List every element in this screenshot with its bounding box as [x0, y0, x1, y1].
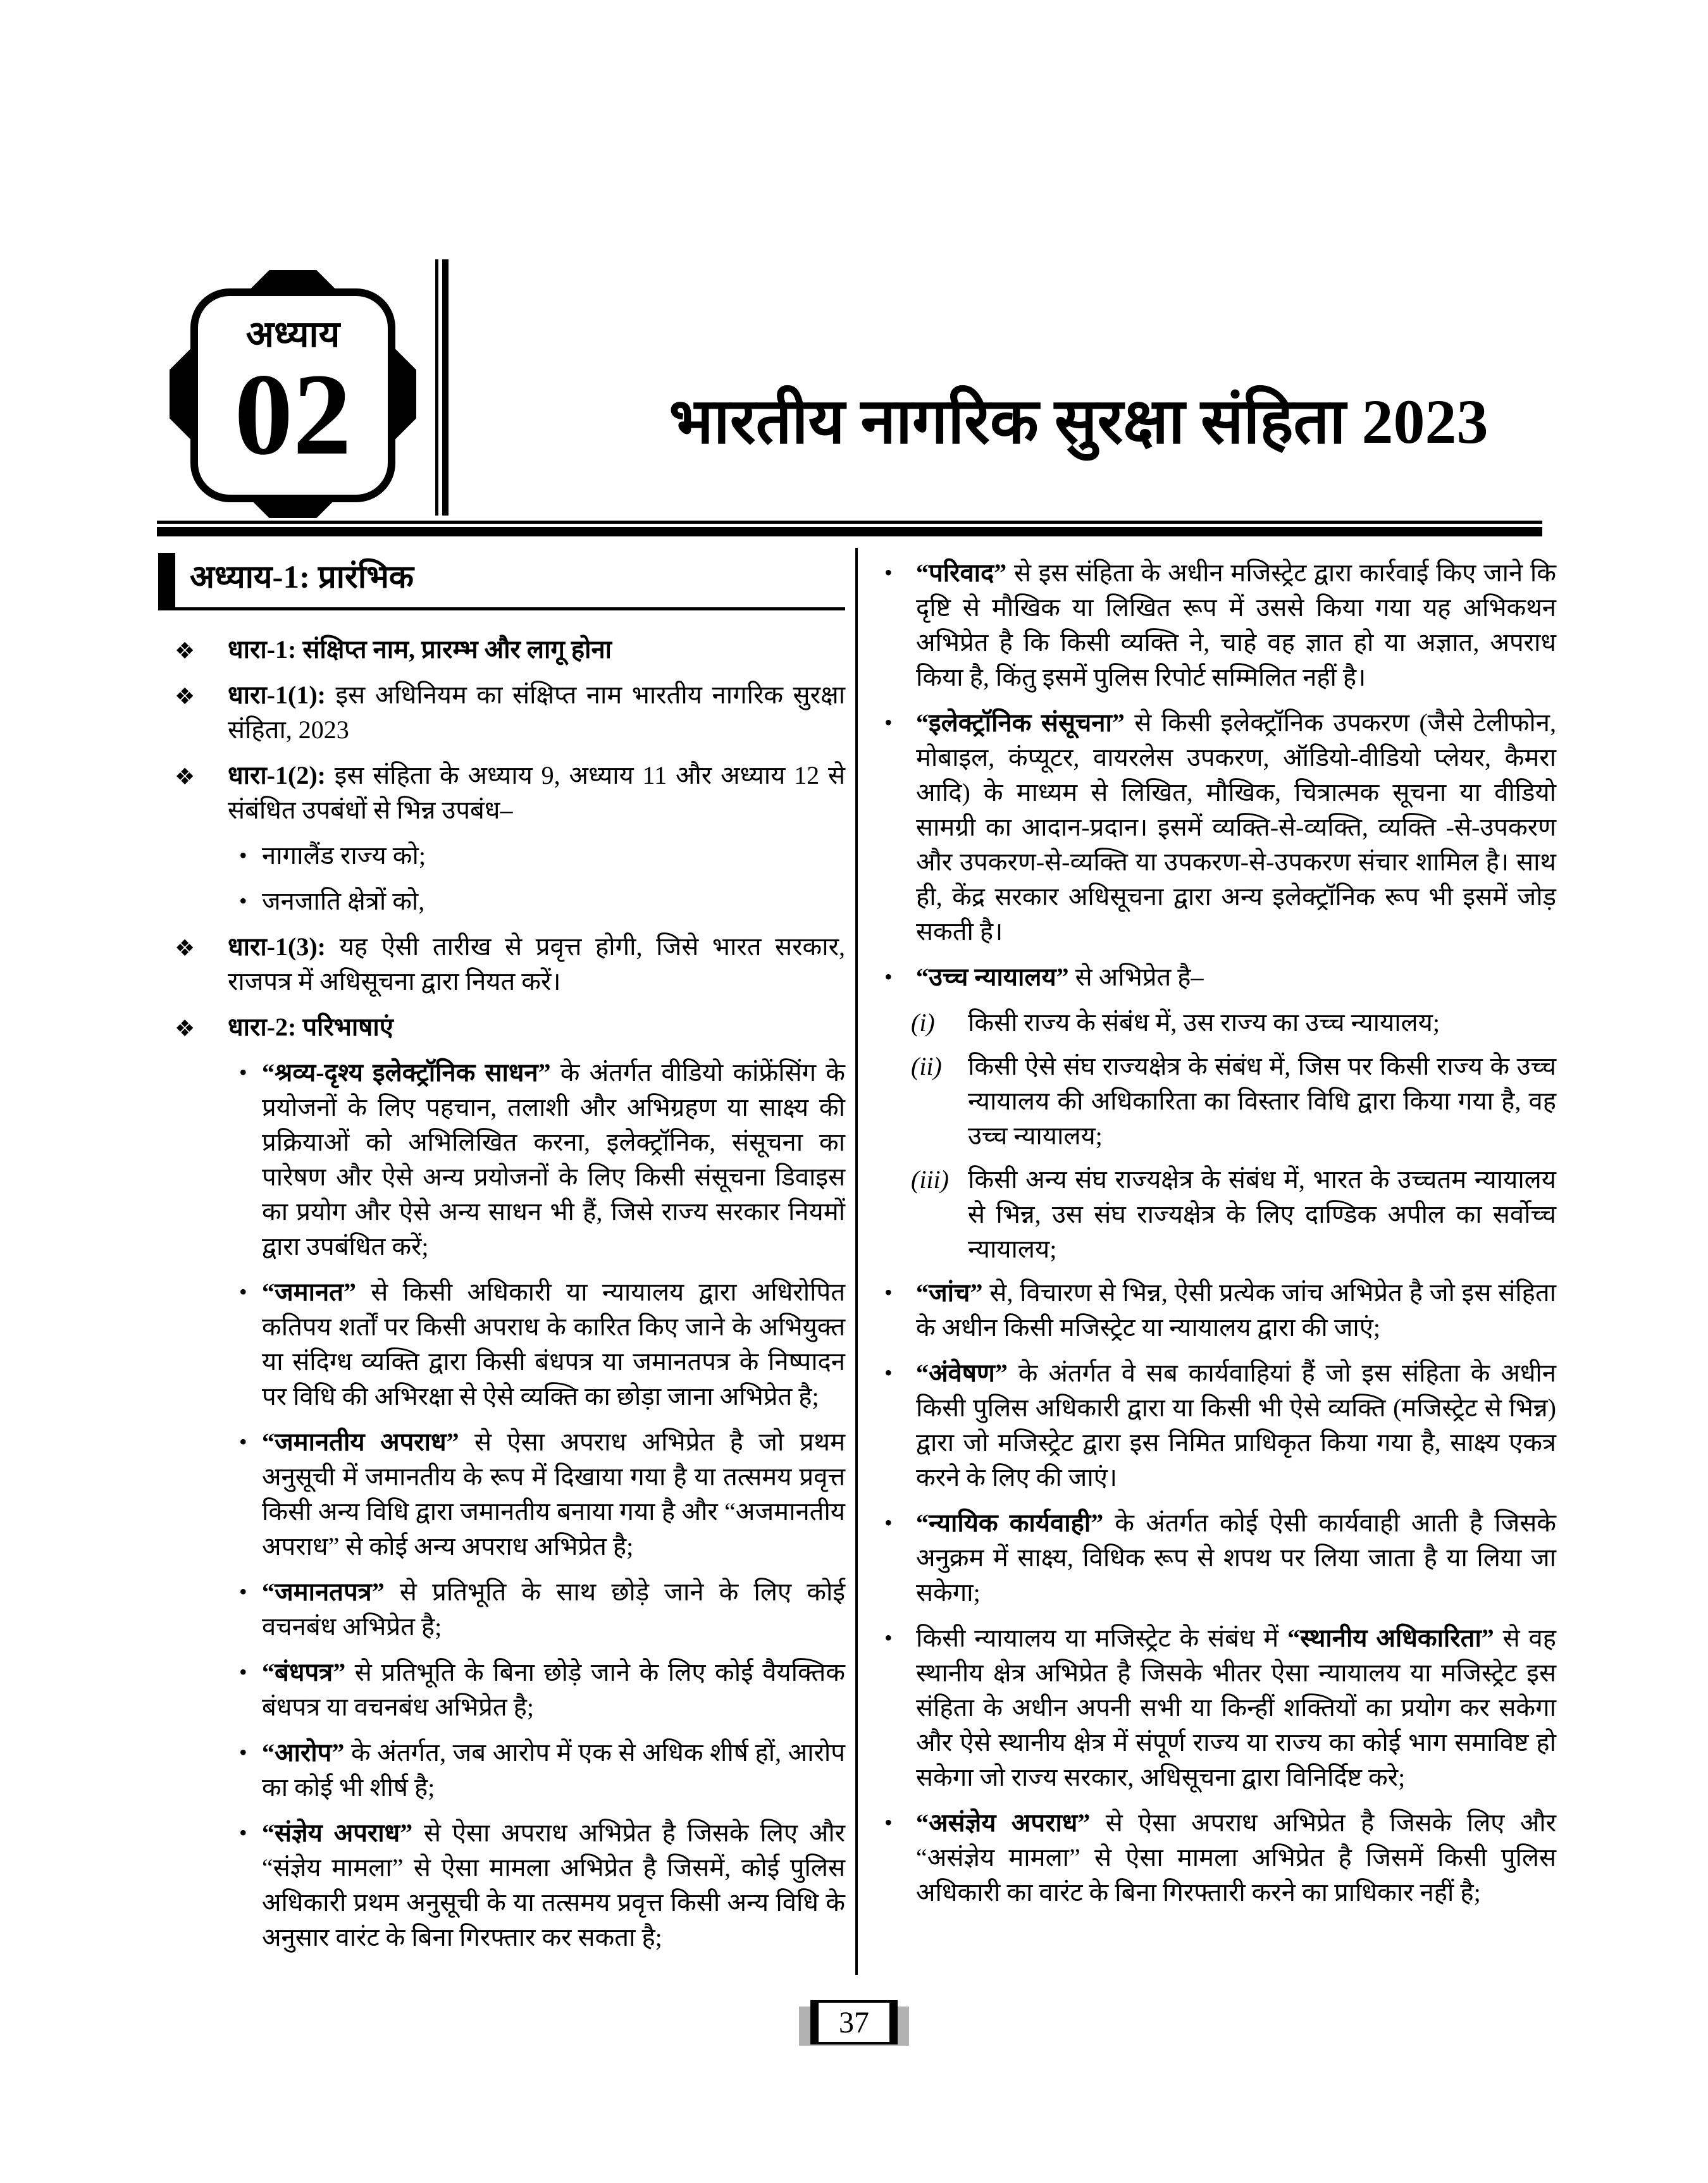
list-item-text: “परिवाद” से इस संहिता के अधीन मजिस्ट्रेट द्वारा कार्रवाई किए जाने कि दृष्टि से मौखिक या लिखित रूप में उससे किया गया यह अभिकथन अभिप्रेत है कि किसी व्यक्ति ने, चाहे वह ज्ञात हो या अज्ञात, अपराध किया है, किंतु इसमें पुलिस रिपोर्ट सम्मिलित नहीं है।	[916, 559, 1556, 691]
list-item-text: धारा-2: परिभाषाएं	[228, 1013, 393, 1041]
chapter-badge-card	[190, 288, 395, 502]
roman-numeral-label: (i)	[911, 1008, 935, 1037]
list-item-text: “उच्च न्यायालय” से अभिप्रेत है–	[916, 963, 1204, 991]
list-item	[158, 677, 845, 747]
dot-bullet-icon: •	[884, 964, 893, 989]
list-item-text: किसी अन्य संघ राज्यक्षेत्र के संबंध में, भारत के उच्चतम न्यायालय से भिन्न, उस संघ राज्यक्षेत्र के लिए दाण्डिक अपील का सर्वोच्च न्यायालय;	[968, 1165, 1556, 1263]
page-number-box	[810, 2000, 898, 2044]
dot-bullet-icon: •	[239, 1659, 247, 1685]
list-item-text: “जमानतपत्र” से प्रतिभूति के साथ छोड़े जाने के लिए कोई वचनबंध अभिप्रेत है;	[262, 1578, 845, 1641]
list-item	[158, 1055, 845, 1264]
list-item	[884, 1356, 1556, 1495]
left-column	[158, 554, 845, 1955]
list-item	[158, 632, 845, 667]
list-item	[884, 960, 1556, 994]
chapter-label: अध्याय	[245, 314, 340, 355]
dot-bullet-icon: •	[239, 1279, 247, 1304]
section-heading-text: अध्याय-1: प्रारंभिक	[190, 560, 414, 595]
badge-divider-line-thin	[435, 259, 438, 516]
diamond-bullet-icon: ❖	[175, 764, 195, 790]
list-item-text: किसी ऐसे संघ राज्यक्षेत्र के संबंध में, जिस पर किसी राज्य के उच्च न्यायालय की अधिकारिता का विस्तार विधि द्वारा किया गया है, वह उच्च न्यायालय;	[968, 1052, 1556, 1150]
list-item	[884, 1162, 1556, 1266]
header-rule-thick	[157, 527, 1542, 536]
list-item	[158, 1815, 845, 1955]
list-item	[884, 1506, 1556, 1610]
chapter-badge	[170, 270, 416, 518]
dot-bullet-icon: •	[239, 1740, 247, 1765]
dot-bullet-icon: •	[239, 1820, 247, 1845]
list-item-text: “श्रव्य-दृश्य इलेक्ट्रॉनिक साधन” के अंतर्गत वीडियो कांफ्रेंसिंग के प्रयोजनों के लिए पहचान, तलाशी और अभिग्रहण या साक्ष्य की प्रक्रियाओं को अभिलिखित करना, इलेक्ट्रॉनिक, संसूचना का पारेषण और ऐसे अन्य प्रयोजनों के लिए किसी संसूचना डिवाइस का प्रयोग और ऐसे अन्य साधन भी हैं, जिसे राज्य सरकार नियमों द्वारा उपबंधित करें;	[262, 1058, 845, 1261]
list-item	[884, 1621, 1556, 1795]
list-item-text: “असंज्ञेय अपराध” से ऐसा अपराध अभिप्रेत है जिसके लिए और “असंज्ञेय मामला” से ऐसा मामला अभिप्रेत है जिसमें किसी पुलिस अधिकारी का वारंट के बिना गिरफ्तारी करने का प्राधिकार नहीं है;	[916, 1809, 1556, 1907]
dot-bullet-icon: •	[239, 843, 247, 868]
dot-bullet-icon: •	[884, 1810, 893, 1835]
roman-numeral-label: (ii)	[911, 1052, 942, 1080]
list-item	[158, 1735, 845, 1805]
list-item-text: “जांच” से, विचारण से भिन्न, ऐसी प्रत्येक जांच अभिप्रेत है जो इस संहिता के अधीन किसी मजिस्ट्रेट या न्यायालय द्वारा की जाएं;	[916, 1278, 1556, 1342]
list-item-text: धारा-1: संक्षिप्त नाम, प्रारम्भ और लागू होना	[228, 635, 612, 664]
right-column-items	[884, 555, 1556, 1910]
list-item	[884, 1005, 1556, 1040]
chapter-number: 02	[234, 350, 352, 479]
list-item	[884, 555, 1556, 695]
roman-numeral-label: (iii)	[911, 1165, 949, 1194]
list-item-text: किसी राज्य के संबंध में, उस राज्य का उच्च न्यायालय;	[968, 1008, 1440, 1037]
list-item	[158, 1574, 845, 1644]
list-item-text: “आरोप” के अंतर्गत, जब आरोप में एक से अधिक शीर्ष हों, आरोप का कोई भी शीर्ष है;	[262, 1738, 845, 1802]
dot-bullet-icon: •	[239, 1579, 247, 1604]
list-item-text: “संज्ञेय अपराध” से ऐसा अपराध अभिप्रेत है जिसके लिए और “संज्ञेय मामला” से ऐसा मामला अभिप्रेत है जिसमें, कोई पुलिस अधिकारी प्रथम अनुसूची के या तत्समय प्रवृत्त किसी अन्य विधि के अनुसार वारंट के बिना गिरफ्तार कर सकता है;	[262, 1819, 845, 1951]
list-item	[158, 929, 845, 999]
list-item-text: नागालैंड राज्य को;	[262, 841, 426, 870]
list-item-text: धारा-1(3): यह ऐसी तारीख से प्रवृत्त होगी, जिसे भारत सरकार, राजपत्र में अधिसूचना द्वारा नियत करें।	[228, 932, 845, 996]
list-item	[158, 758, 845, 827]
dot-bullet-icon: •	[884, 560, 893, 585]
badge-divider-line-thick	[442, 259, 449, 516]
dot-bullet-icon: •	[239, 1060, 247, 1085]
dot-bullet-icon: •	[239, 888, 247, 913]
list-item	[158, 1655, 845, 1724]
dot-bullet-icon: •	[884, 1510, 893, 1535]
list-item-text: धारा-1(2): इस संहिता के अध्याय 9, अध्याय 11 और अध्याय 12 से संबंधित उपबंधों से भिन्न उपबंध–	[228, 761, 845, 824]
dot-bullet-icon: •	[884, 710, 893, 735]
section-heading	[158, 554, 845, 610]
page-title: भारतीय नागरिक सुरक्षा संहिता 2023	[669, 387, 1488, 457]
dot-bullet-icon: •	[884, 1280, 893, 1305]
list-item	[884, 1805, 1556, 1910]
list-item-text: “बंधपत्र” से प्रतिभूति के बिना छोड़े जाने के लिए कोई वैयक्तिक बंधपत्र या वचनबंध अभिप्रेत है;	[262, 1658, 845, 1721]
list-item-text: जनजाति क्षेत्रों को,	[262, 887, 425, 915]
dot-bullet-icon: •	[884, 1360, 893, 1385]
page-number: 37	[839, 2005, 869, 2039]
diamond-bullet-icon: ❖	[175, 1016, 195, 1042]
list-item-text: “न्यायिक कार्यवाही” के अंतर्गत कोई ऐसी कार्यवाही आती है जिसके अनुक्रम में साक्ष्य, विधिक रूप से शपथ पर लिया जाता है या लिया जा सकेगा;	[916, 1509, 1556, 1607]
list-item	[158, 838, 845, 873]
list-item	[158, 1275, 845, 1414]
dot-bullet-icon: •	[884, 1625, 893, 1650]
list-item-text: “अंवेषण” के अंतर्गत वे सब कार्यवाहियां हैं जो इस संहिता के अधीन किसी पुलिस अधिकारी द्वारा या किसी भी ऐसे व्यक्ति (मजिस्ट्रेट से भिन्न) द्वारा जो मजिस्ट्रेट द्वारा इस निमित प्राधिकृत किया गया है, साक्ष्य एकत्र करने के लिए की जाएं।	[916, 1359, 1556, 1492]
diamond-bullet-icon: ❖	[175, 638, 195, 664]
list-item	[158, 884, 845, 918]
list-item	[884, 705, 1556, 949]
left-column-items	[158, 632, 845, 1955]
list-item	[158, 1425, 845, 1564]
header-rule-thin	[157, 521, 1542, 524]
heading-accent-bar	[158, 553, 175, 610]
diamond-bullet-icon: ❖	[175, 936, 195, 962]
list-item-text: “जमानतीय अपराध” से ऐसा अपराध अभिप्रेत है जो प्रथम अनुसूची में जमानतीय के रूप में दिखाया गया है या तत्समय प्रवृत्त किसी अन्य विधि द्वारा जमानतीय बनाया गया है और “अजमानतीय अपराध” से कोई अन्य अपराध अभिप्रेत है;	[262, 1428, 846, 1561]
diamond-bullet-icon: ❖	[175, 684, 195, 710]
list-item-text: “जमानत” से किसी अधिकारी या न्यायालय द्वारा अधिरोपित कतिपय शर्तों पर किसी अपराध के कारित किए जाने के अभियुक्त या संदिग्ध व्यक्ति द्वारा किसी बंधपत्र या जमानतपत्र के निष्पादन पर विधि की अभिरक्षा से ऐसे व्यक्ति का छोड़ा जाना अभिप्रेत है;	[262, 1278, 845, 1411]
list-item-text: “इलेक्ट्रॉनिक संसूचना” से किसी इलेक्ट्रॉनिक उपकरण (जैसे टेलीफोन, मोबाइल, कंप्यूटर, वायरलेस उपकरण, ऑडियो-वीडियो प्लेयर, कैमरा आदि) के माध्यम से लिखित, मौखिक, चित्रात्मक सूचना या वीडियो सामग्री का आदान-प्रदान। इसमें व्यक्ति-से-व्यक्ति, व्यक्ति -से-उपकरण और उपकरण-से-व्यक्ति या उपकरण-से-उपकरण संचार शामिल है। साथ ही, केंद्र सरकार अधिसूचना द्वारा अन्य इलेक्ट्रॉनिक रूप भी इसमें जोड़ सकती है।	[916, 708, 1556, 946]
list-item	[884, 1049, 1556, 1153]
list-item	[158, 1010, 845, 1044]
column-divider-line	[855, 548, 858, 1975]
list-item-text: धारा-1(1): इस अधिनियम का संक्षिप्त नाम भारतीय नागरिक सुरक्षा संहिता, 2023	[228, 681, 845, 744]
list-item-text: किसी न्यायालय या मजिस्ट्रेट के संबंध में “स्थानीय अधिकारिता” से वह स्थानीय क्षेत्र अभिप्रेत है जिसके भीतर ऐसा न्यायालय या मजिस्ट्रेट इस संहिता के अधीन अपनी सभी या किन्हीं शक्तियों का प्रयोग कर सकेगा और ऐसे स्थानीय क्षेत्र में संपूर्ण राज्य या राज्य का कोई भाग समाविष्ट हो सकेगा जो राज्य सरकार, अधिसूचना द्वारा विनिर्दिष्ट करे;	[916, 1624, 1556, 1791]
dot-bullet-icon: •	[239, 1429, 247, 1454]
right-column	[884, 555, 1556, 1910]
list-item	[884, 1275, 1556, 1345]
